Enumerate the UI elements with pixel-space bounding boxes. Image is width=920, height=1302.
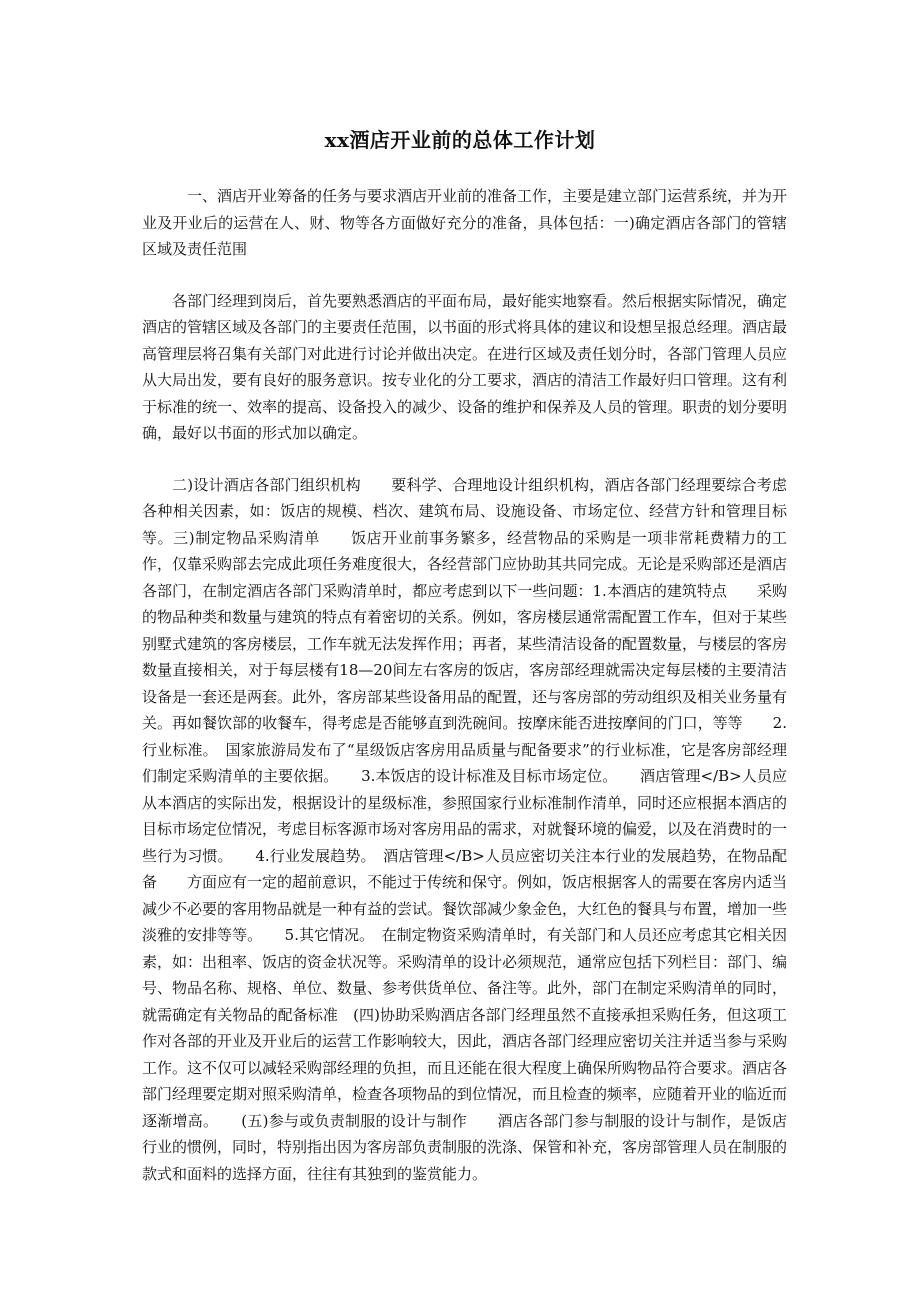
paragraph-gap bbox=[142, 263, 787, 288]
paragraph-intro: 一、酒店开业筹备的任务与要求酒店开业前的准备工作，主要是建立部门运营系统，并为开业及开业后的运营在人、财、物等各方面做好充分的准备，具体包括：一)确定酒店各部门的管辖区域及责任范围 bbox=[142, 187, 788, 258]
paragraph-responsibility: 各部门经理到岗后，首先要熟悉酒店的平面布局，最好能实地察看。然后根据实际情况，确定酒店的管辖区域及各部门的主要责任范围，以书面的形式将具体的建议和设想呈报总经理。酒店最高管理层将召集有关部门对此进行讨论并做出决定。在进行区域及责任划分时，各部门管理人员应从大局出发，要有良好的服务意识。按专业化的分工要求，酒店的清洁工作最好归口管理。这有利于标准的统一、效率的提高、设备投入的减少、设备的维护和保养及人员的管理。职责的划分要明确，最好以书面的形式加以确定。 bbox=[142, 291, 788, 442]
paragraph-procurement: 二)设计酒店各部门组织机构 要科学、合理地设计组织机构，酒店各部门经理要综合考虑各种相关因素，如：饭店的规模、档次、建筑布局、设施设备、市场定位、经营方针和管理目标等。三)制定物品采购清单 饭店开业前事务繁多，经营物品的采购是一项非常耗费精力的工作，仅靠采购部去完成此项任务难度很大，各经营部门应协助其共同完成。无论是采购部还是酒店各部门，在制定酒店各部门采购清单时，都应考虑到以下一些问题：1.本酒店的建筑特点 采购的物品种类和数量与建筑的特点有着密切的关系。例如，客房楼层通常需配置工作车，但对于某些别墅式建筑的客房楼层，工作车就无法发挥作用；再者，某些清洁设备的配置数量，与楼层的客房数量直接相关，对于每层楼有18—20间左右客房的饭店，客房部经理就需决定每层楼的主要清洁设备是一套还是两套。此外，客房部某些设备用品的配置，还与客房部的劳动组织及相关业务量有关。再如餐饮部的收餐车，得考虑是否能够直到洗碗间。按摩床能否进按摩间的门口，等等 2.行业标准。 国家旅游局发布了“星级饭店客房用品质量与配备要求”的行业标准，它是客房部经理们制定采购清单的主要依据。 3.本饭店的设计标准及目标市场定位。 酒店管理</B>人员应从本酒店的实际出发，根据设计的星级标准，参照国家行业标准制作清单，同时还应根据本酒店的目标市场定位情况，考虑目标客源市场对客房用品的需求，对就餐环境的偏爱，以及在消费时的一些行为习惯。 4.行业发展趋势。 酒店管理</B>人员应密切关注本行业的发展趋势，在物品配备 方面应有一定的超前意识，不能过于传统和保守。例如，饭店根据客人的需要在客房内适当减少不必要的客用物品就是一种有益的尝试。餐饮部减少象金色，大红色的餐具与布置，增加一些淡雅的安排等等。 5.其它情况。 在制定物资采购清单时，有关部门和人员还应考虑其它相关因素，如：出租率、饭店的资金状况等。采购清单的设计必须规范，通常应包括下列栏目：部门、编号、物品名称、规格、单位、数量、参考供货单位、备注等。此外，部门在制定采购清单的同时，就需确定有关物品的配备标准 (四)协助采购酒店各部门经理虽然不直接承担采购任务，但这项工作对各部的开业及开业后的运营工作影响较大，因此，酒店各部门经理应密切关注并适当参与采购工作。这不仅可以减轻采购部经理的负担，而且还能在很大程度上确保所购物品符合要求。酒店各部门经理要定期对照采购清单，检查各项物品的到位情况，而且检查的频率，应随着开业的临近而逐渐增高。 (五)参与或负责制服的设计与制作 酒店各部门参与制服的设计与制作，是饭店行业的惯例，同时，特别指出因为客房部负责制服的洗涤、保管和补充，客房部管理人员在制服的款式和面料的选择方面，往往有其独到的鉴赏能力。 bbox=[142, 475, 788, 1183]
document-body bbox=[142, 183, 787, 1187]
paragraph-gap bbox=[142, 447, 787, 472]
document-title: xx酒店开业前的总体工作计划 bbox=[324, 128, 596, 152]
